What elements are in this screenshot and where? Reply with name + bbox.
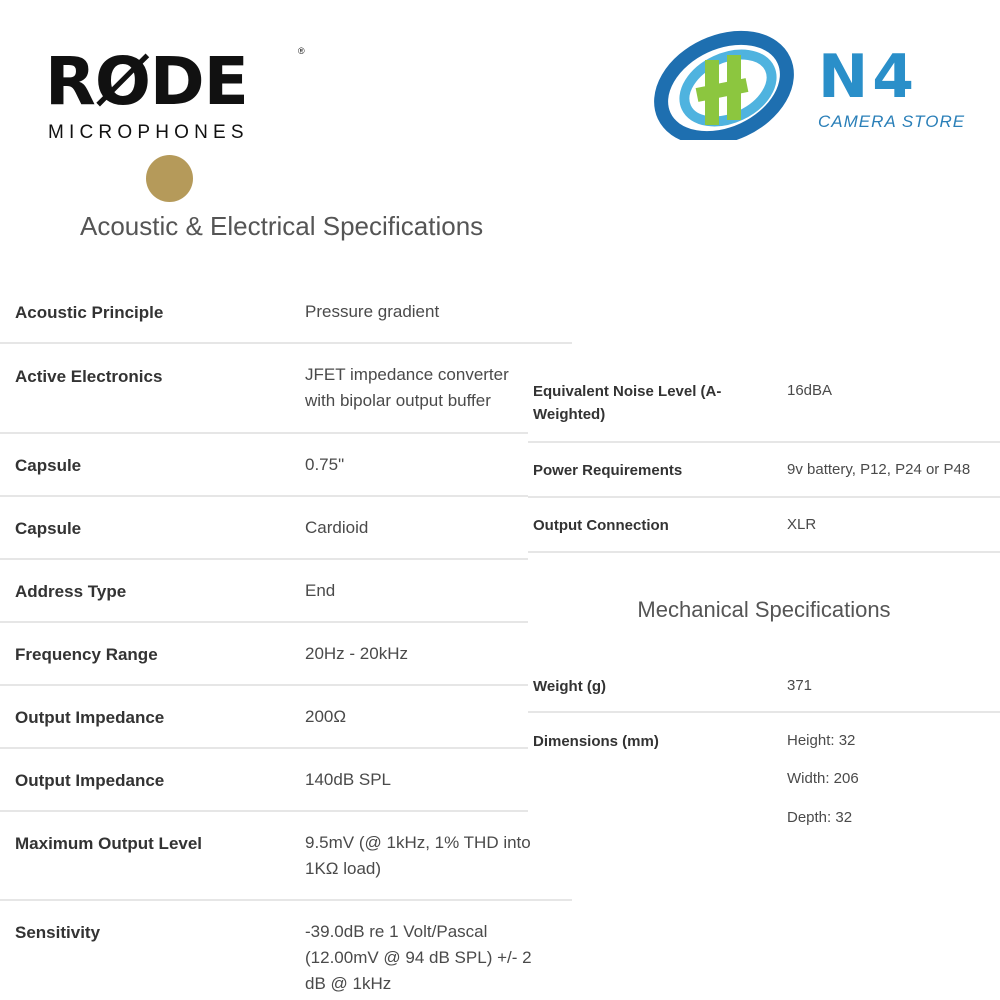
n4-logo-text: N4 (818, 42, 918, 112)
divider (528, 496, 1000, 498)
spec-value: 16dBA (787, 382, 833, 399)
rode-logo: RØDE (45, 46, 248, 118)
registered-mark: ® (298, 46, 305, 56)
spec-value: 9v battery, P12, P24 or P48 (787, 461, 971, 478)
dimensions-label: Dimensions (mm) (533, 733, 659, 750)
spec-label: Address Type (15, 582, 127, 601)
dimension-width: Width: 206 (787, 770, 859, 787)
divider (0, 621, 528, 623)
spec-label: Acoustic Principle (15, 303, 164, 322)
n4-swirl-logo-icon (652, 30, 797, 140)
divider (0, 495, 528, 497)
spec-value: End (305, 581, 336, 600)
spec-label: Power Requirements (533, 462, 683, 479)
mechanical-heading: Mechanical Specifications (637, 597, 891, 622)
spec-label: Maximum Output Level (15, 834, 203, 853)
spec-value: Cardioid (305, 518, 369, 537)
spec-value: 200Ω (305, 707, 347, 726)
spec-label: Output Impedance (15, 708, 165, 727)
spec-label: Sensitivity (15, 923, 101, 942)
divider (0, 899, 572, 901)
spec-value: 20Hz - 20kHz (305, 644, 408, 663)
weight-value: 371 (787, 677, 813, 694)
gold-dot (146, 155, 193, 202)
spec-label: Output Connection (533, 517, 669, 534)
divider (0, 432, 528, 434)
divider (0, 684, 528, 686)
divider (0, 558, 528, 560)
spec-label: Capsule (15, 519, 82, 538)
spec-value: 0.75" (305, 455, 345, 474)
spec-value: -39.0dB re 1 Volt/Pascal (12.00mV @ 94 dB SPL) +/- 2 dB @ 1kHz (305, 922, 532, 993)
divider (528, 551, 1000, 553)
divider (528, 441, 1000, 443)
spec-value: 9.5mV (@ 1kHz, 1% THD into 1KΩ load) (305, 833, 531, 878)
spec-label: Frequency Range (15, 645, 158, 664)
spec-label: Output Impedance (15, 771, 165, 790)
divider (0, 747, 528, 749)
dimension-height: Height: 32 (787, 732, 856, 749)
rode-subtitle: MICROPHONES (48, 122, 249, 143)
spec-label: Capsule (15, 456, 82, 475)
spec-label: Equivalent Noise Level (A-Weighted) (533, 383, 722, 423)
dimension-depth: Depth: 32 (787, 809, 853, 826)
spec-value: JFET impedance converter with bipolar output buffer (305, 365, 509, 410)
divider (528, 711, 1000, 713)
spec-label: Active Electronics (15, 367, 163, 386)
divider (0, 810, 528, 812)
acoustic-heading: Acoustic & Electrical Specifications (80, 211, 484, 241)
spec-value: XLR (787, 516, 817, 533)
n4-subtitle: CAMERA STORE (818, 112, 966, 131)
weight-label: Weight (g) (533, 678, 607, 695)
spec-value: Pressure gradient (305, 302, 440, 321)
spec-value: 140dB SPL (305, 770, 392, 789)
divider (0, 342, 572, 344)
